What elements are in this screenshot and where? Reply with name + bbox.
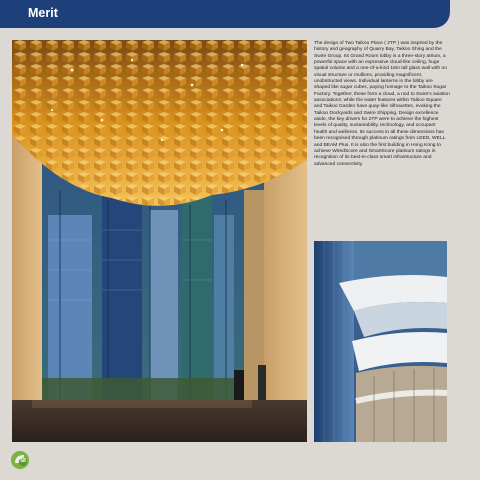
- header-band: [0, 0, 450, 28]
- lobby-photo: [12, 40, 307, 442]
- page-title: Merit: [28, 6, 58, 20]
- body-paragraph: [314, 41, 450, 168]
- page-number: 58: [20, 458, 26, 464]
- exterior-photo: [314, 241, 447, 442]
- body-paragraph-text: The design of Two Taikoo Place ( 2TP ) was inspired by the history and geography of Quarry Bay, Taikoo Shing and the Swire Group. Its Grand Room lobby is a three-story atrium, a powerful space with an expressive cloud-like ceiling, huge spatial volume and a one-of-a-kind 18m tall glass wall with no visual structure or mullions, providing magnificent, unobstructed views. Individual lanterns in the lobby are shaped like sugar cubes, paying homage to the Taikoo Sugar Factory. Together, these form a cloud, a nod to Swire's aviation associations; while the water features within Taikoo Square and Taikoo Garden have quay-like silhouettes, evoking the Taikoo Dockyards and Swire Shipping. Design excellence aside, the key drivers for 2TP were to achieve the highest levels of quality, sustainability, technology, and occupant health and wellness. Its success in all these dimensions has been recognised through platinum ratings from LEED, WELL and BEAM Plus. It is also the first building in Hong Kong to achieve WiredScore and SmartScore platinum ratings in recognition of its best-in-class smart infrastructure and advanced connectivity.: [314, 41, 450, 167]
